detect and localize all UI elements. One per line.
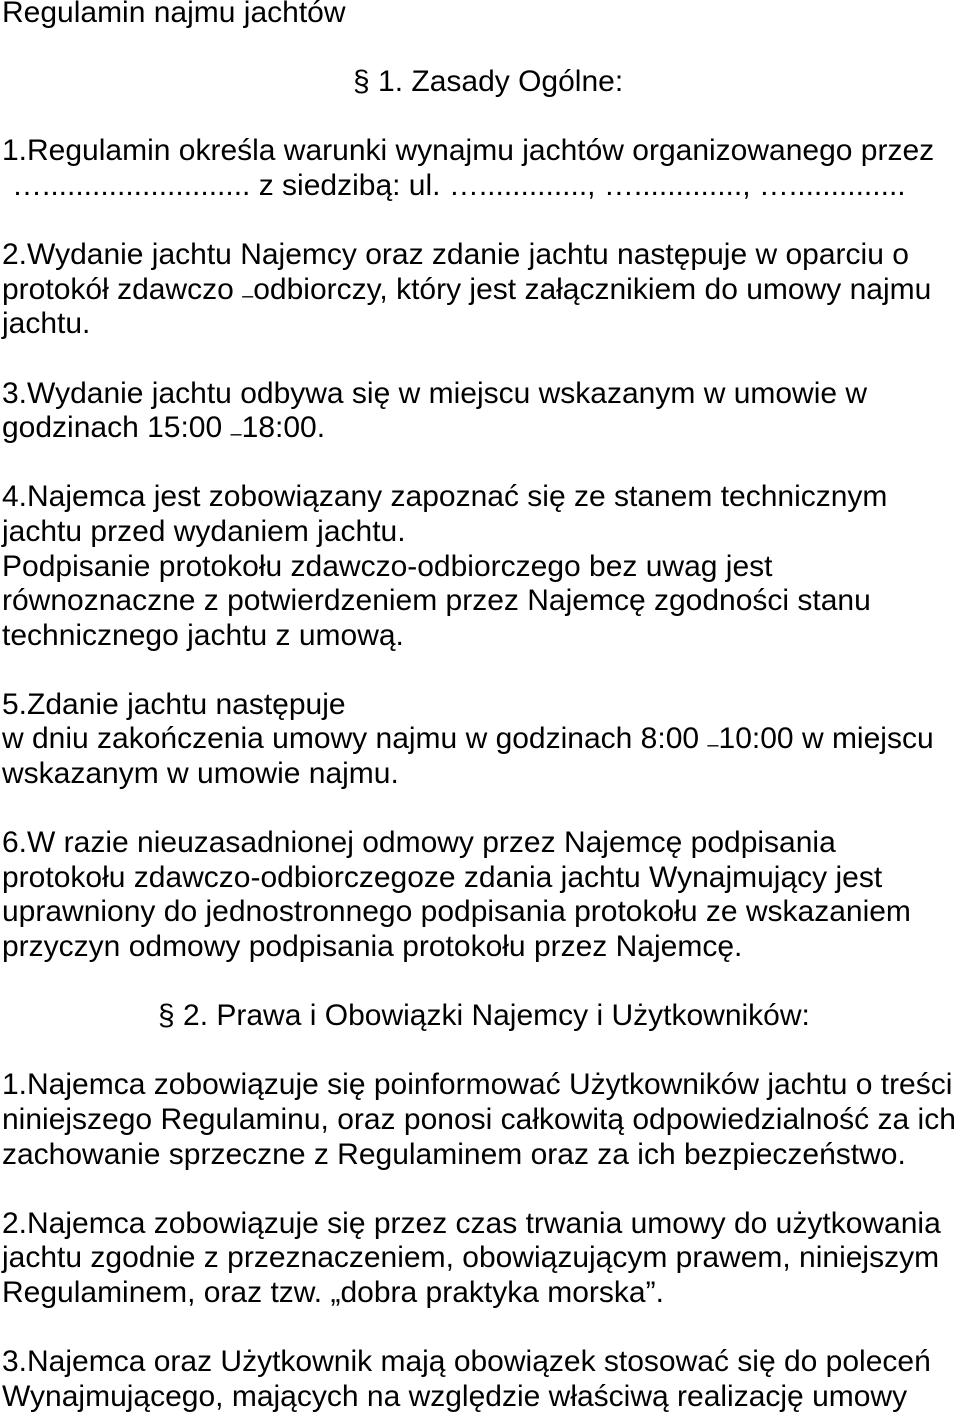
- document-title: Regulamin najmu jachtów: [2, 0, 346, 29]
- section-1-point-3: [2, 377, 958, 446]
- regulations-document: [2, 0, 958, 1414]
- line-text-after-dash: 18:00.: [241, 411, 326, 445]
- section-1-point-4-line-1: 4.Najemca jest zobowiązany zapoznać się ze stanem technicznym: [2, 480, 888, 514]
- section-2-point-1: [2, 1068, 958, 1172]
- section-1-point-6-line-1: 6.W razie nieuzasadnionej odmowy przez Najemcę podpisania: [2, 826, 836, 860]
- section-1-point-4-line-2: jachtu przed wydaniem jachtu.: [2, 514, 406, 548]
- section-2-point-2-line-1: 2.Najemca zobowiązuje się przez czas trwania umowy do użytkowania: [2, 1206, 941, 1240]
- section-1-point-5: [2, 688, 958, 792]
- section-1-point-2-line-2: [2, 273, 958, 308]
- section-2-point-1-line-2: niniejszego Regulaminu, oraz ponosi całkowitą odpowiedzialność za ich: [2, 1103, 956, 1136]
- section-1-heading: § 1. Zasady Ogólne:: [353, 65, 624, 99]
- section-2-point-3-line-1: 3.Najemca oraz Użytkownik mają obowiązek stosować się do poleceń: [2, 1345, 931, 1379]
- section-2-point-3-line-2: Wynajmującego, mających na względzie właściwą realizację umowy: [2, 1379, 908, 1413]
- section-1-point-5-line-2: [2, 722, 958, 757]
- line-text-before-dash: godzinach 15:00: [2, 411, 231, 445]
- section-2-heading: § 2. Prawa i Obowiązki Najemcy i Użytkowników:: [158, 999, 810, 1033]
- section-1-point-2: [2, 238, 958, 342]
- blank-field-city: …..............: [758, 168, 906, 202]
- section-1-heading-block: [2, 65, 958, 100]
- section-1-point-3-line-2: [2, 411, 958, 446]
- section-1-point-6-line-4: przyczyn odmowy podpisania protokołu przez Najemcę.: [2, 930, 743, 964]
- blank-field-number: ….............,: [603, 168, 751, 202]
- section-1-point-1-line-2: [2, 169, 958, 204]
- dash: –: [230, 423, 242, 446]
- line-text-before-dash: protokół zdawczo: [2, 272, 243, 306]
- section-1-point-5-line-1: 5.Zdanie jachtu następuje: [2, 687, 346, 721]
- section-1-point-2-line-3: jachtu.: [2, 307, 91, 341]
- blank-field-organizer: ….........................: [12, 168, 251, 202]
- section-1-point-3-line-1: 3.Wydanie jachtu odbywa się w miejscu wskazanym w umowie w: [2, 376, 868, 410]
- section-2-heading-block: [2, 999, 958, 1034]
- line-text-after-dash: odbiorczy, który jest załącznikiem do umowy najmu: [253, 272, 932, 306]
- section-1-point-4-line-4: równoznaczne z potwierdzeniem przez Najemcę zgodności stanu: [2, 584, 871, 618]
- section-1-point-2-line-1: 2.Wydanie jachtu Najemcy oraz zdanie jachtu następuje w oparciu o: [2, 238, 909, 272]
- section-2-point-1-line-1: 1.Najemca zobowiązuje się poinformować Użytkowników jachtu o treści: [2, 1068, 953, 1102]
- title-block: [2, 0, 958, 31]
- section-1-point-4-line-5: technicznego jachtu z umową.: [2, 618, 404, 652]
- address-label: z siedzibą: ul.: [258, 168, 441, 202]
- section-2-point-2-line-3: Regulaminem, oraz tzw. „dobra praktyka morska”.: [2, 1275, 664, 1309]
- section-2-point-2: [2, 1207, 958, 1311]
- section-2-point-2-line-2: jachtu zgodnie z przeznaczeniem, obowiązującym prawem, niniejszym: [2, 1241, 940, 1275]
- dash: –: [707, 734, 719, 757]
- section-1-point-6-line-3: uprawniony do jednostronnego podpisania protokołu ze wskazaniem: [2, 895, 911, 929]
- section-1-point-1: [2, 134, 958, 203]
- section-1-point-4-line-3: Podpisanie protokołu zdawczo-odbiorczego bez uwag jest: [2, 549, 773, 583]
- section-1-point-4: [2, 480, 958, 653]
- section-2-point-1-line-3: zachowanie sprzeczne z Regulaminem oraz za ich bezpieczeństwo.: [2, 1137, 906, 1171]
- section-1-point-6: [2, 826, 958, 964]
- line-text-before-dash: w dniu zakończenia umowy najmu w godzinach 8:00: [2, 722, 708, 756]
- section-1-point-6-line-2: protokołu zdawczo-odbiorczegoze zdania jachtu Wynajmujący jest: [2, 860, 883, 894]
- dash: –: [242, 284, 254, 307]
- section-1-point-5-line-3: wskazanym w umowie najmu.: [2, 757, 399, 791]
- blank-field-street: ….............,: [448, 168, 596, 202]
- section-1-point-1-line-1: 1.Regulamin określa warunki wynajmu jachtów organizowanego przez: [2, 134, 935, 168]
- section-2-point-3: [2, 1345, 958, 1414]
- line-text-after-dash: 10:00 w miejscu: [718, 722, 934, 756]
